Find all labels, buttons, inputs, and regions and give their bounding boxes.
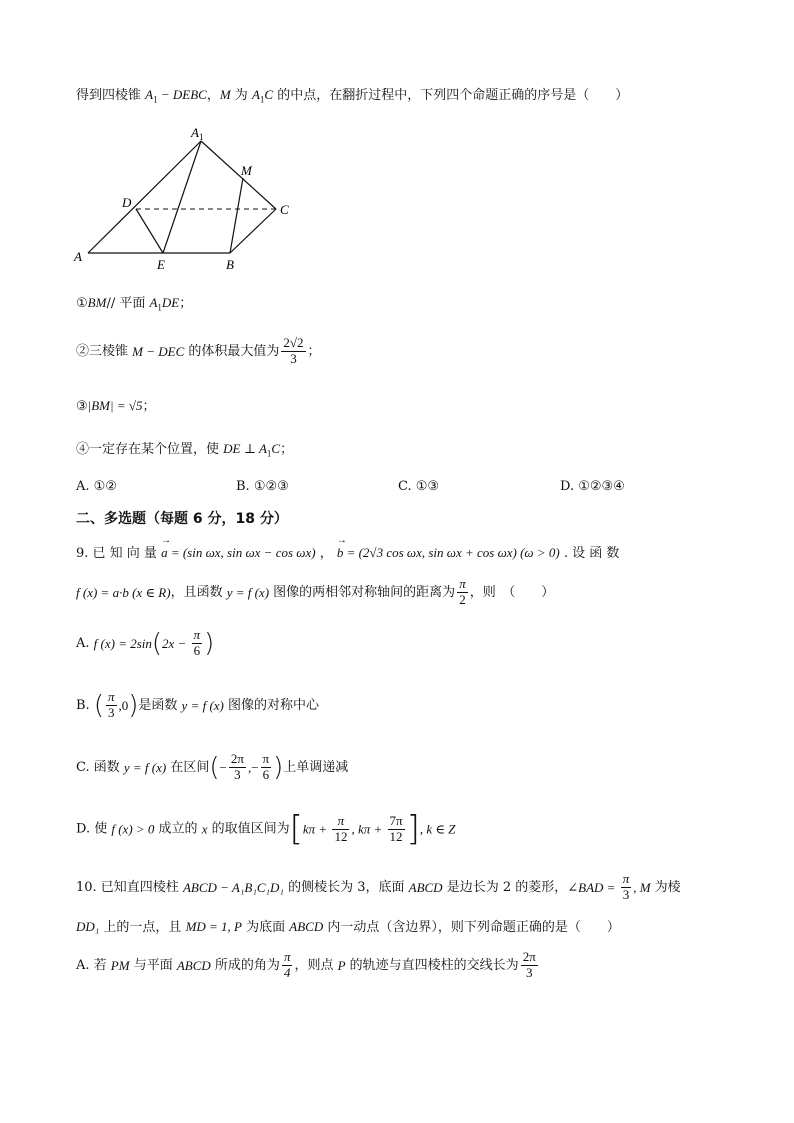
q9b-pre: B. bbox=[76, 697, 94, 713]
label-e: E bbox=[157, 257, 165, 272]
s4-num: ④一定存在某个位置，使 bbox=[76, 442, 224, 457]
expr-a1c-c: C bbox=[264, 87, 274, 102]
vec-a: → a bbox=[161, 535, 172, 560]
q9a-frac-num: π bbox=[193, 627, 201, 642]
q9b-post2: 图像的对称中心 bbox=[223, 697, 320, 713]
q9c-f2-den: 6 bbox=[262, 766, 270, 782]
q9b-frac-den: 3 bbox=[107, 704, 115, 720]
section-title: 二、多选题（每题 6 分，18 分） bbox=[76, 511, 288, 527]
q10-line2 bbox=[76, 920, 620, 934]
statement-2 bbox=[76, 336, 321, 367]
s4-c: C bbox=[271, 441, 281, 456]
q9d-f1-den: 12 bbox=[334, 828, 348, 844]
q10a-abcd: ABCD bbox=[176, 957, 211, 973]
q10-mid: 的侧棱长为 3，底面 bbox=[283, 879, 409, 895]
q10-fraction bbox=[621, 872, 632, 903]
q9b-post1: 是函数 bbox=[138, 697, 182, 713]
q9d-fraction-1 bbox=[332, 814, 349, 845]
q9-domain: (x ∈ R) bbox=[128, 584, 171, 600]
q9-option-b[interactable] bbox=[76, 690, 319, 721]
s1-end: ； bbox=[179, 296, 193, 311]
s1-bm: BM bbox=[87, 295, 107, 310]
s1-num: ① bbox=[76, 296, 88, 311]
q9d-post: , k ∈ Z bbox=[419, 821, 456, 837]
s2-end: ； bbox=[307, 343, 321, 359]
edge-a1-c bbox=[201, 141, 276, 209]
label-b: B bbox=[226, 257, 234, 272]
q9c-fraction-2 bbox=[261, 752, 272, 783]
q9-option-c[interactable] bbox=[76, 752, 348, 783]
edge-a-a1 bbox=[88, 141, 201, 253]
paren-left: ( bbox=[209, 752, 220, 783]
q10-md: MD = 1, P bbox=[185, 919, 242, 934]
comma: ， bbox=[206, 88, 220, 103]
sub-1: 1 bbox=[153, 94, 158, 105]
q10a-f2-den: 3 bbox=[525, 964, 533, 980]
sub-1b: 1 bbox=[259, 94, 265, 105]
q10a-f1-den: 4 bbox=[283, 964, 291, 980]
s1-sub: 1 bbox=[157, 302, 162, 313]
q9-pre: 9. 已 知 向 量 bbox=[76, 546, 162, 561]
paren-left: ( bbox=[151, 628, 163, 659]
label-c: C bbox=[280, 202, 289, 217]
q9d-pre: D. 使 bbox=[76, 821, 112, 837]
q9c-fraction-1 bbox=[229, 752, 246, 783]
q9d-k2: , kπ + bbox=[351, 821, 386, 837]
q10a-f1-num: π bbox=[283, 949, 291, 964]
q8-options bbox=[76, 480, 696, 496]
s2-num: ②三棱锥 bbox=[76, 343, 133, 359]
q9-mid: ，且函数 bbox=[170, 584, 227, 600]
q9c-f1-den: 3 bbox=[234, 766, 241, 782]
paren-left: ( bbox=[93, 690, 104, 721]
pyramid-figure bbox=[70, 125, 310, 275]
q10-mid3: 上的一点，且 bbox=[99, 920, 186, 935]
q9-ab: a·b bbox=[112, 584, 129, 600]
edge-a1-e bbox=[163, 141, 201, 253]
q10a-p: P bbox=[337, 957, 346, 973]
q10a-mid3: ，则点 bbox=[294, 957, 338, 973]
q9d-fraction-2 bbox=[388, 814, 405, 845]
q10a-fraction-2 bbox=[521, 950, 538, 981]
q8-option-d[interactable]: D. ①②③④ bbox=[560, 479, 625, 494]
q8-option-a[interactable]: A. ①② bbox=[76, 479, 117, 494]
q8-option-b[interactable]: B. ①②③ bbox=[236, 479, 289, 494]
q9c-y: y = f (x) bbox=[123, 759, 167, 775]
s2-frac-num: 2√2 bbox=[283, 335, 304, 350]
q10-frac-den: 3 bbox=[622, 886, 630, 902]
q9a-frac-den: 6 bbox=[193, 642, 201, 658]
bracket-left: [ bbox=[289, 809, 303, 849]
s2-frac-den: 3 bbox=[290, 350, 297, 366]
q9d-f2-num: 7π bbox=[389, 812, 403, 828]
q9-post2: ，则 （ ） bbox=[469, 584, 555, 600]
q10-angle: ∠BAD = bbox=[567, 879, 619, 895]
q9a-fraction bbox=[192, 628, 203, 659]
q10-m: , M bbox=[633, 879, 651, 895]
label-a1: $A_1$ bbox=[191, 125, 204, 142]
s4-sub: 1 bbox=[266, 448, 272, 459]
comma-minus: ,− bbox=[247, 759, 259, 775]
q9d-k1: kπ + bbox=[302, 821, 331, 837]
paren-right: ) bbox=[204, 628, 215, 659]
q8-option-c[interactable]: C. ①③ bbox=[398, 479, 440, 494]
s1-a: A bbox=[149, 295, 158, 310]
q10a-mid: 与平面 bbox=[129, 957, 177, 973]
q10-line1 bbox=[76, 872, 681, 903]
q10-post2: 内一动点（含边界），则下列命题正确的是（ ） bbox=[323, 920, 620, 935]
q10-frac-num: π bbox=[622, 871, 630, 886]
q10-mid4: 为底面 bbox=[242, 920, 290, 935]
q9a-inner: 2x − bbox=[162, 635, 190, 651]
s2-text: 的体积最大值为 bbox=[184, 343, 280, 359]
q9-f: f (x) = bbox=[76, 584, 113, 600]
q10-mid2: 是边长为 2 的菱形， bbox=[442, 879, 568, 895]
q9d-expr: f (x) > 0 bbox=[111, 821, 155, 837]
q10-pre: 10. 已知直四棱柱 bbox=[76, 879, 183, 895]
q10-option-a[interactable] bbox=[76, 950, 540, 981]
q10-dd1: DD₁ bbox=[76, 919, 100, 934]
s2-fraction bbox=[281, 336, 305, 367]
s3-expr: |BM| = √5 bbox=[87, 398, 143, 413]
q9b-y: y = f (x) bbox=[181, 697, 224, 713]
q9a-pre: A. bbox=[76, 635, 94, 651]
q9b-rest: ,0 bbox=[118, 697, 129, 713]
q9-line2 bbox=[76, 577, 554, 608]
s3-num: ③ bbox=[76, 399, 88, 414]
expr-a1: A bbox=[145, 87, 154, 102]
q10a-fraction-1 bbox=[282, 950, 293, 981]
paren-right: ) bbox=[273, 752, 284, 783]
q9c-mid: 在区间 bbox=[166, 759, 210, 775]
q9b-fraction bbox=[106, 690, 117, 721]
q9d-mid2: 的取值区间为 bbox=[207, 821, 290, 837]
s2-expr: M − DEC bbox=[132, 343, 185, 359]
q10-post: 为棱 bbox=[650, 879, 681, 895]
q9c-f1-num: 2π bbox=[230, 751, 244, 766]
s4-expr: DE ⊥ A bbox=[223, 441, 267, 456]
s3-end: ； bbox=[142, 399, 156, 414]
q9-frac-den: 2 bbox=[459, 591, 466, 607]
q10a-mid2: 所成的角为 bbox=[210, 957, 280, 973]
q9c-post: 上单调递减 bbox=[283, 759, 349, 775]
q9d-mid: 成立的 bbox=[154, 821, 202, 837]
q9-mid2: 图像的两相邻对称轴间的距离为 bbox=[269, 584, 456, 600]
q9-b-expr: = (2√3 cos ωx, sin ωx + cos ωx) (ω > 0) bbox=[343, 545, 560, 560]
q8-intro-text: 得到四棱锥 bbox=[76, 88, 146, 103]
q9d-x: x bbox=[201, 821, 208, 837]
q9-a-expr: = (sin ωx, sin ωx − cos ωx) bbox=[167, 545, 316, 560]
q9-option-a[interactable] bbox=[76, 628, 214, 659]
expr-a1c-a: A bbox=[251, 87, 260, 102]
q9-option-d[interactable] bbox=[76, 809, 456, 849]
q9-post: . 设 函 数 bbox=[559, 546, 620, 561]
q9-comma: ， bbox=[315, 546, 337, 561]
statement-1 bbox=[76, 296, 192, 313]
expr-debc: − DEBC bbox=[157, 87, 207, 102]
expr-m: M bbox=[219, 87, 231, 102]
q10a-f2-num: 2π bbox=[522, 949, 536, 964]
q10a-post: 的轨迹与直四棱柱的交线长为 bbox=[345, 957, 519, 973]
s1-plane: // 平面 bbox=[106, 296, 150, 311]
edge-d-e bbox=[136, 209, 163, 253]
q10-abcd2: ABCD bbox=[289, 919, 324, 934]
q9d-f1-num: π bbox=[332, 814, 349, 830]
vec-b: → b bbox=[336, 535, 347, 560]
q9b-frac-num: π bbox=[107, 689, 115, 704]
q8-intro-post: 的中点，在翻折过程中，下列四个命题正确的序号是（ ） bbox=[273, 88, 629, 103]
q9a-expr: f (x) = 2sin bbox=[93, 635, 152, 651]
bracket-right: ] bbox=[406, 809, 420, 849]
q9c-pre: C. 函数 bbox=[76, 759, 124, 775]
q9-frac-num: π bbox=[459, 576, 466, 591]
statement-4 bbox=[76, 442, 293, 459]
q9-y: y = f (x) bbox=[226, 584, 270, 600]
q9-line1 bbox=[76, 535, 620, 561]
label-d: D bbox=[122, 195, 132, 210]
q9-fraction bbox=[457, 577, 468, 608]
s1-de: DE bbox=[161, 295, 180, 310]
statement-3 bbox=[76, 399, 156, 413]
q10a-pre: A. 若 bbox=[76, 957, 111, 973]
q9d-f2-den: 12 bbox=[389, 828, 403, 844]
label-a: A bbox=[74, 249, 82, 264]
q10-prism: ABCD − A₁B₁C₁D₁ bbox=[182, 879, 284, 895]
q10a-pm: PM bbox=[110, 957, 130, 973]
q10-abcd: ABCD bbox=[408, 879, 443, 895]
label-m: M bbox=[241, 163, 252, 178]
q9c-f2-num: π bbox=[262, 751, 270, 766]
minus-sign: − bbox=[219, 759, 227, 775]
text-wei: 为 bbox=[230, 88, 252, 103]
paren-right: ) bbox=[128, 690, 139, 721]
q8-intro bbox=[76, 88, 628, 105]
s4-end: ； bbox=[280, 442, 294, 457]
